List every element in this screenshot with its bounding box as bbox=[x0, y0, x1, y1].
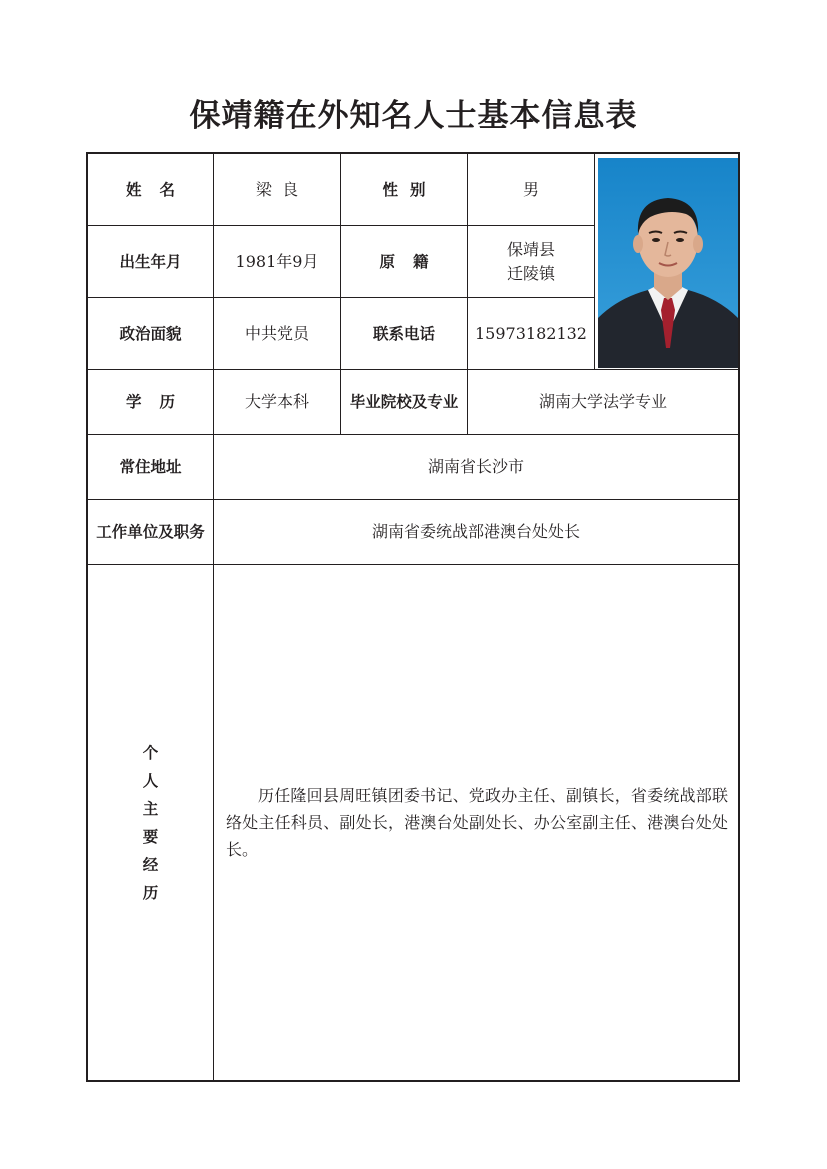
phone-value: 15973182132 bbox=[468, 298, 595, 370]
experience-label bbox=[88, 565, 214, 1080]
school-value: 湖南大学法学专业 bbox=[468, 370, 738, 435]
experience-text: 历任隆回县周旺镇团委书记、党政办主任、副镇长，省委统战部联络处主任科员、副处长，港澳台处副处长、办公室副主任、港澳台处处长。 bbox=[226, 786, 728, 859]
experience-label-char: 个 bbox=[142, 743, 159, 762]
origin-value-line1: 保靖县 bbox=[506, 239, 555, 259]
experience-label-char: 经 bbox=[142, 855, 159, 874]
portrait-icon bbox=[598, 158, 738, 368]
info-table bbox=[86, 152, 740, 1082]
gender-label: 性别 bbox=[341, 154, 468, 226]
school-label: 毕业院校及专业 bbox=[341, 370, 468, 435]
name-value: 梁 良 bbox=[214, 154, 341, 226]
birth-label: 出生年月 bbox=[88, 226, 214, 298]
education-value: 大学本科 bbox=[214, 370, 341, 435]
birth-value: 1981年9月 bbox=[214, 226, 341, 298]
experience-value bbox=[214, 565, 738, 1080]
address-label: 常住地址 bbox=[88, 435, 214, 500]
experience-label-char: 人 bbox=[142, 771, 159, 790]
portrait-photo bbox=[598, 158, 738, 368]
page-title: 保靖籍在外知名人士基本信息表 bbox=[189, 98, 638, 134]
experience-label-char: 要 bbox=[142, 827, 159, 846]
political-value: 中共党员 bbox=[214, 298, 341, 370]
gender-value: 男 bbox=[468, 154, 595, 226]
name-label: 姓名 bbox=[88, 154, 214, 226]
work-value: 湖南省委统战部港澳台处处长 bbox=[214, 500, 738, 565]
origin-value-line2: 迁陵镇 bbox=[506, 263, 555, 283]
experience-label-char: 历 bbox=[142, 883, 159, 902]
political-label: 政治面貌 bbox=[88, 298, 214, 370]
work-label: 工作单位及职务 bbox=[88, 500, 214, 565]
education-label: 学历 bbox=[88, 370, 214, 435]
address-value: 湖南省长沙市 bbox=[214, 435, 738, 500]
origin-label: 原籍 bbox=[341, 226, 468, 298]
experience-label-char: 主 bbox=[142, 799, 159, 818]
phone-label: 联系电话 bbox=[341, 298, 468, 370]
origin-value bbox=[468, 226, 595, 298]
